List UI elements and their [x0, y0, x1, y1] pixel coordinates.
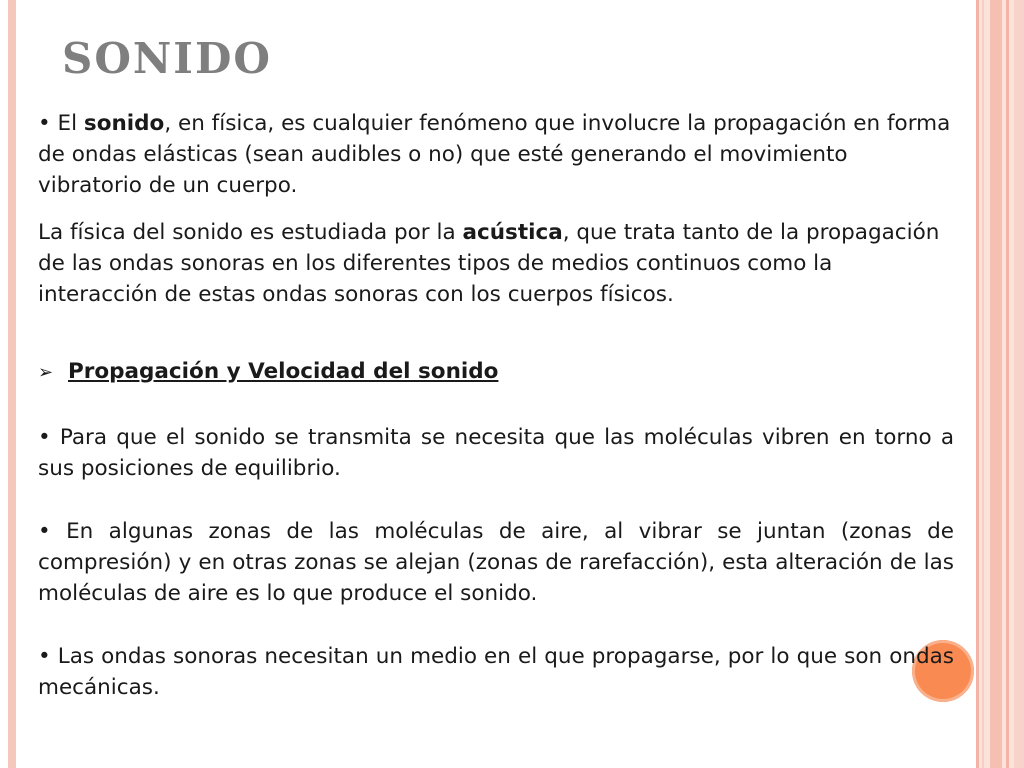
bold-term-sonido: sonido — [83, 111, 165, 136]
section-heading — [38, 356, 954, 388]
bold-term-acustica: acústica — [462, 220, 563, 245]
bullet-glyph: • — [38, 111, 51, 136]
section-heading-text: Propagación y Velocidad del sonido — [68, 359, 499, 384]
bullet-glyph: • — [38, 644, 51, 669]
bullet-glyph: • — [38, 425, 51, 450]
right-decorative-stripes — [976, 0, 1024, 768]
bullet-item-2: • En algunas zonas de las moléculas de aire, al vibrar se juntan (zonas de compresión) y en otras zonas se alejan (zonas de rarefacción), esta alteración de las moléculas de aire es lo que produce el sonido. — [38, 519, 954, 606]
bullet-glyph: • — [38, 519, 51, 544]
intro-paragraph: • El sonido, en física, es cualquier fenómeno que involucre la propagación en forma de ondas elásticas (sean audibles o no) que esté generando el movimiento vibratorio de un cuerpo. — [38, 111, 951, 198]
arrow-bullet-icon: ➢ — [38, 362, 54, 383]
bullet-item-3: • Las ondas sonoras necesitan un medio en el que propagarse, por lo que son ondas mecánicas. — [38, 644, 954, 700]
acoustics-paragraph: La física del sonido es estudiada por la acústica, que trata tanto de la propagación de las ondas sonoras en los diferentes tipos de medios continuos como la interacción de estas ondas sonoras con los cuerpos físicos. — [38, 220, 940, 307]
bullet-item-1: • Para que el sonido se transmita se necesita que las moléculas vibren en torno a sus posiciones de equilibrio. — [38, 425, 954, 481]
left-decorative-bar — [8, 0, 16, 768]
slide-content — [38, 108, 954, 703]
slide-title: SONIDO — [62, 34, 272, 83]
